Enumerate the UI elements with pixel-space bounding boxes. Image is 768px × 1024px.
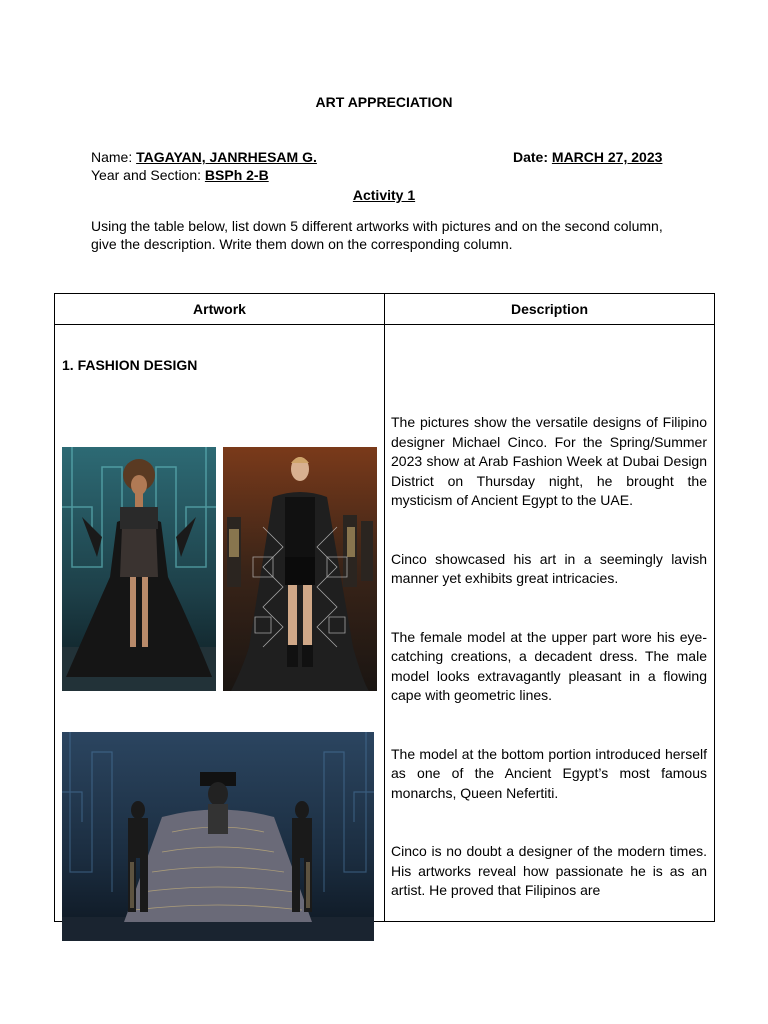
description-clip (385, 325, 715, 921)
date-label: Date: (513, 149, 549, 165)
photo-queen-nefertiti-runway (62, 732, 374, 941)
column-header-artwork: Artwork (55, 294, 385, 325)
date-row (513, 149, 662, 165)
photo-male-model-cape (223, 447, 377, 691)
description-paragraph-4: The model at the bottom portion introduced herself as one of the Ancient Egypt’s most famous monarchs, Queen Nefertiti. (391, 745, 707, 801)
name-value: TAGAYAN, JANRHESAM G. (136, 149, 317, 165)
page-title: ART APPRECIATION (315, 94, 453, 110)
description-cell (385, 325, 715, 922)
description-text (391, 413, 707, 920)
section-value: BSPh 2-B (204, 167, 269, 183)
description-paragraph-1: The pictures show the versatile designs of Filipino designer Michael Cinco. For the Spring/Summer 2023 show at Arab Fashion Week at Dubai Design District on Thursday night, he brought the mysticism of Ancient Egypt to the UAE. (391, 414, 707, 508)
date-value: MARCH 27, 2023 (551, 149, 663, 165)
activity-heading: Activity 1 (352, 187, 416, 203)
description-paragraph-3: The female model at the upper part wore his eye-catching creations, a decadent dress. The male model looks extravagantly pleasant in a flowing cape with geometric lines. (391, 628, 707, 703)
section-label: Year and Section: (91, 167, 202, 183)
name-row (91, 149, 317, 165)
column-header-description: Description (385, 294, 715, 325)
artwork-cell (55, 325, 385, 922)
artwork-table (54, 293, 715, 922)
photo-female-model-gown (62, 447, 216, 691)
description-paragraph-2: Cinco showcased his art in a seemingly lavish manner yet exhibits great intricacies. (391, 550, 707, 586)
artwork-title: 1. FASHION DESIGN (62, 357, 198, 373)
section-row (91, 167, 269, 183)
instructions: Using the table below, list down 5 different artworks with pictures and on the second column, give the description. Write them down on the corresponding column. (91, 218, 663, 252)
name-label: Name: (91, 149, 133, 165)
description-paragraph-5: Cinco is no doubt a designer of the modern times. His artworks reveal how passionate he is as an artist. He proved that Filipinos are (391, 843, 707, 898)
